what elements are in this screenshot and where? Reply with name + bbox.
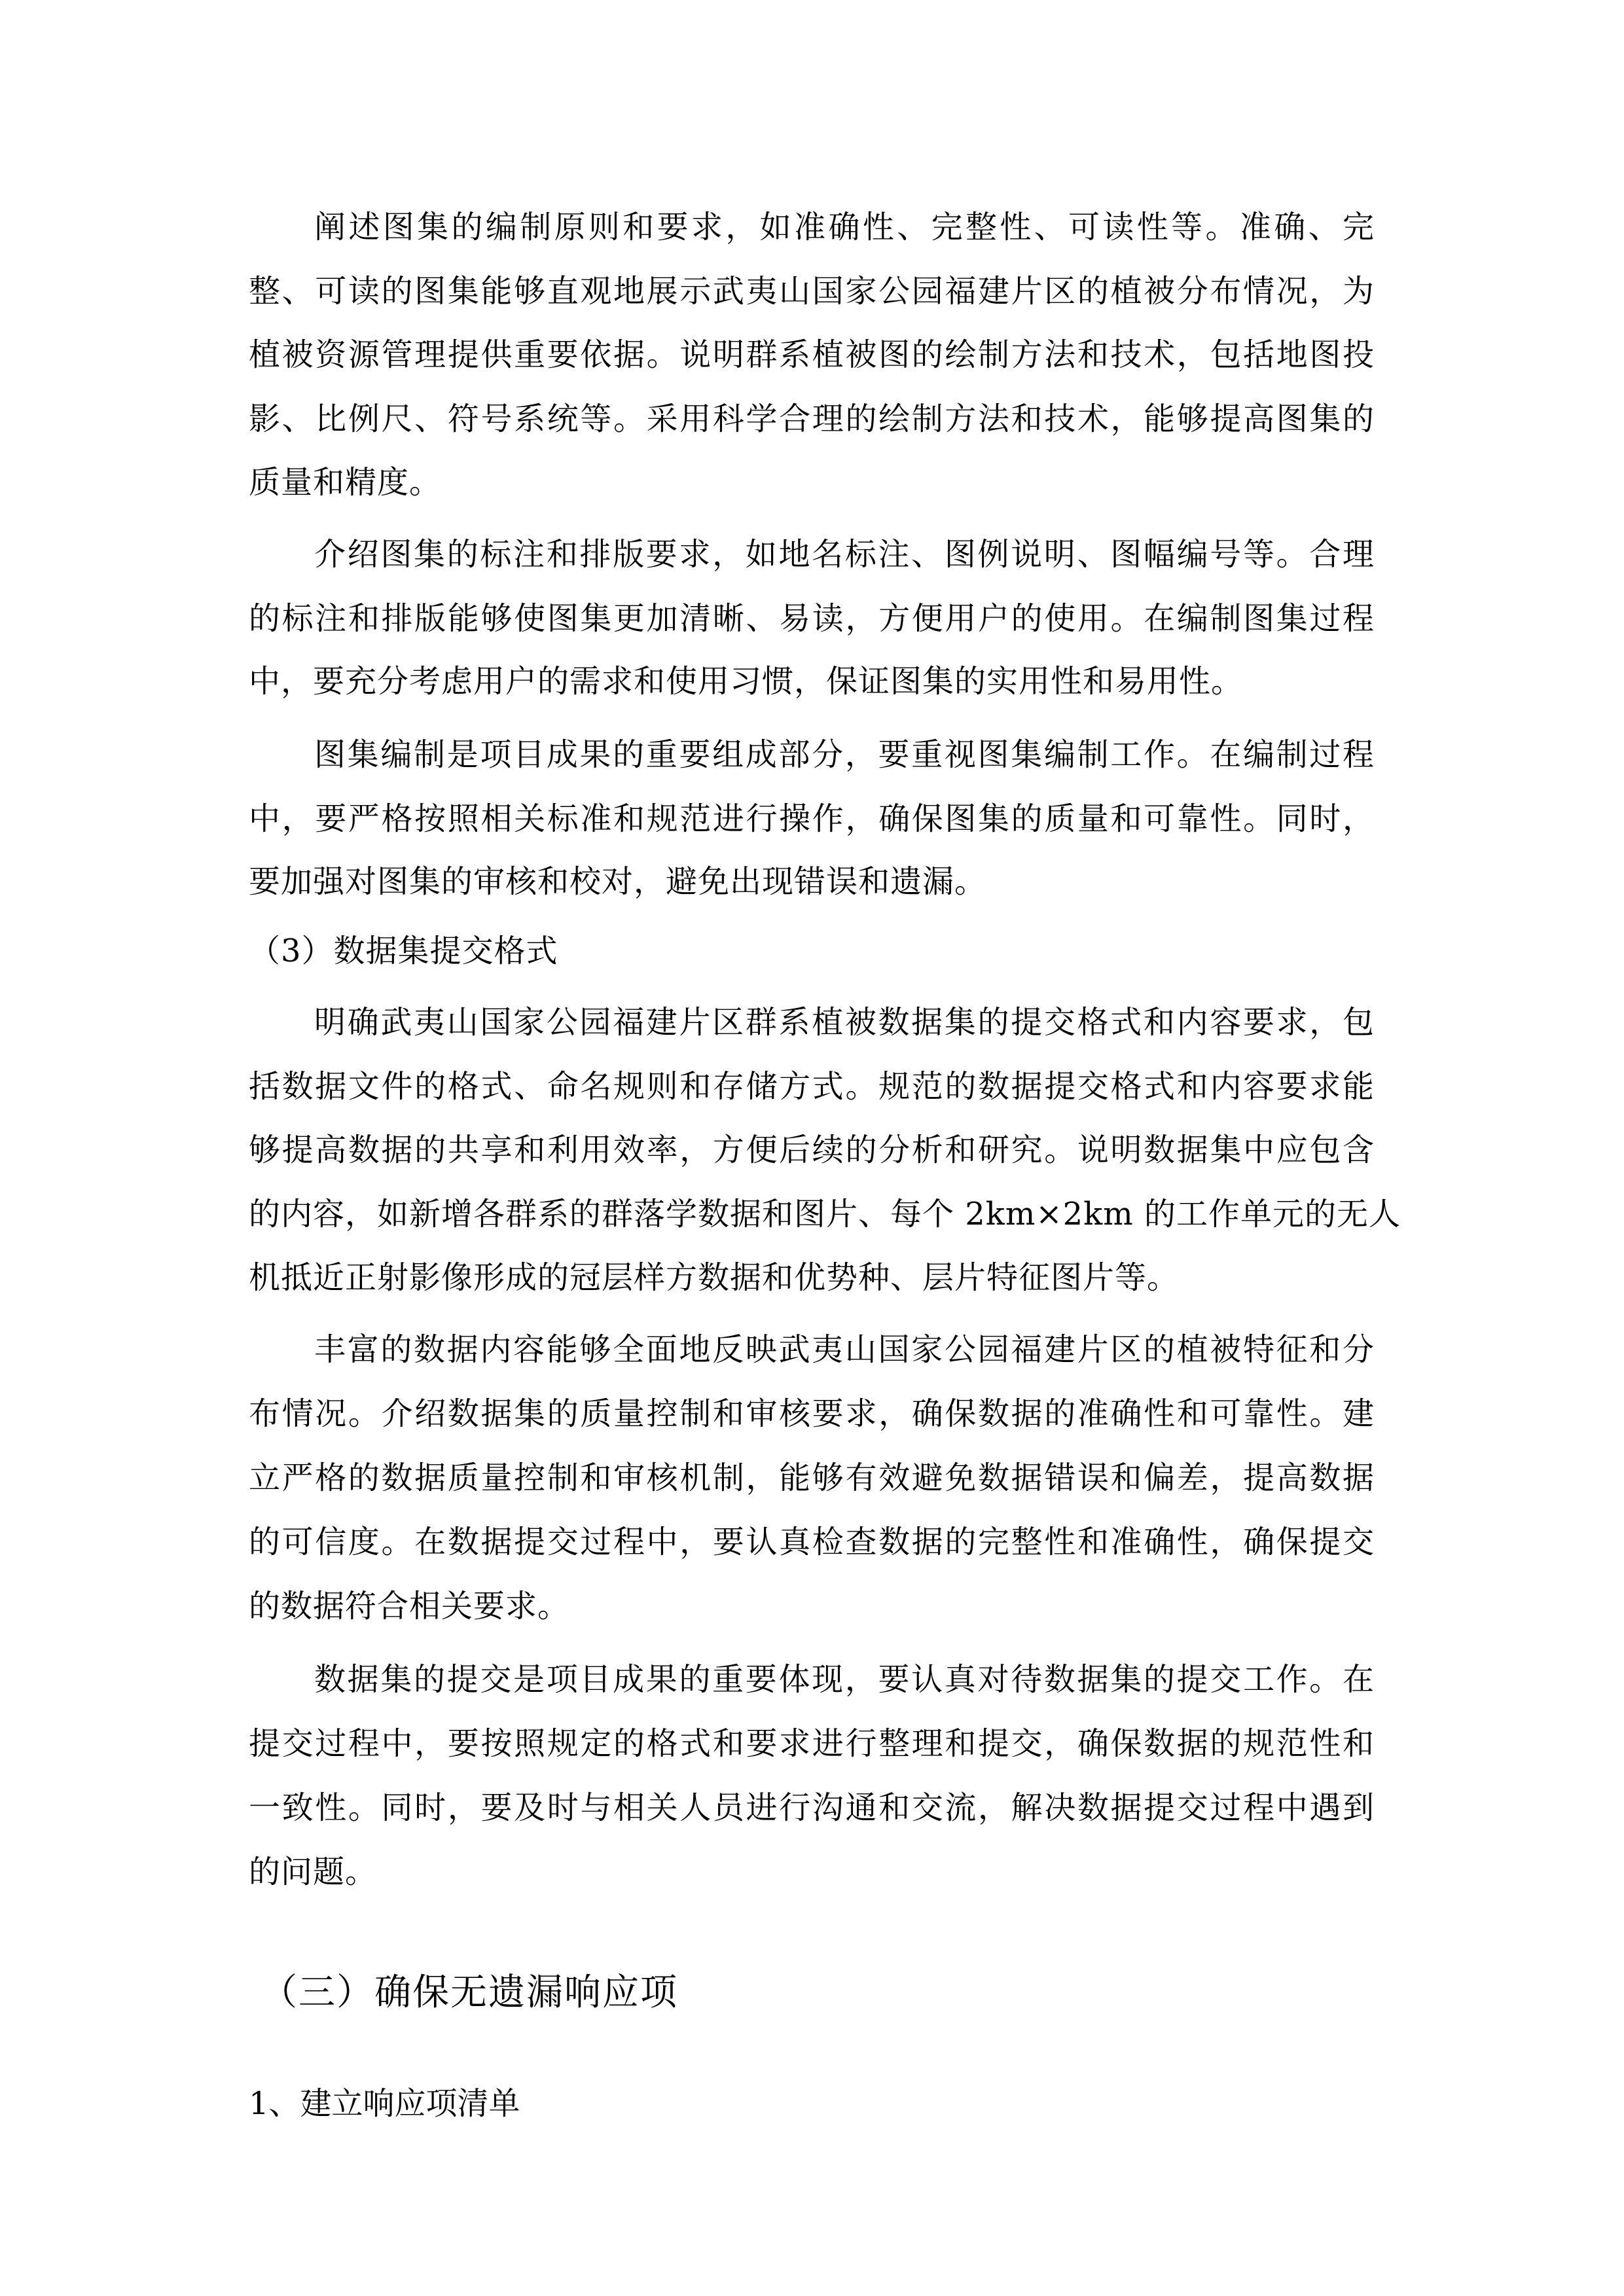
text-line: 中，要充分考虑用户的需求和使用习惯，保证图集的实用性和易用性。 (249, 663, 1244, 700)
section-heading-no-omission: （三）确保无遗漏响应项 (261, 1971, 678, 2014)
text-line: 够提高数据的共享和利用效率，方便后续的分析和研究。说明数据集中应包含 (249, 1132, 1375, 1168)
text-line: 要加强对图集的审核和校对，避免出现错误和遗漏。 (249, 863, 987, 900)
text-line: 质量和精度。 (249, 464, 442, 501)
text-line: 的数据符合相关要求。 (249, 1588, 570, 1624)
item-heading-response-list: 1、建立响应项清单 (249, 2085, 520, 2122)
text-line: 布情况。介绍数据集的质量控制和审核要求，确保数据的准确性和可靠性。建 (249, 1395, 1375, 1432)
text-line: 括数据文件的格式、命名规则和存储方式。规范的数据提交格式和内容要求能 (249, 1068, 1375, 1105)
text-line: 影、比例尺、符号系统等。采用科学合理的绘制方法和技术，能够提高图集的 (249, 401, 1375, 437)
text-line: 提交过程中，要按照规定的格式和要求进行整理和提交，确保数据的规范性和 (249, 1725, 1375, 1762)
text-line: 的内容，如新增各群系的群落学数据和图片、每个 2km×2km 的工作单元的无人 (249, 1196, 1401, 1232)
text-line: 明确武夷山国家公园福建片区群系植被数据集的提交格式和内容要求，包 (314, 1004, 1375, 1041)
text-line: 机抵近正射影像形成的冠层样方数据和优势种、层片特征图片等。 (249, 1259, 1180, 1296)
text-line: 介绍图集的标注和排版要求，如地名标注、图例说明、图幅编号等。合理 (314, 536, 1375, 573)
text-line: 一致性。同时，要及时与相关人员进行沟通和交流，解决数据提交过程中遇到 (249, 1789, 1375, 1826)
text-line: 的问题。 (249, 1854, 378, 1890)
text-line: 图集编制是项目成果的重要组成部分，要重视图集编制工作。在编制过程 (314, 736, 1375, 773)
text-line: 的标注和排版能够使图集更加清晰、易读，方便用户的使用。在编制图集过程 (249, 600, 1375, 637)
text-line: 植被资源管理提供重要依据。说明群系植被图的绘制方法和技术，包括地图投 (249, 336, 1375, 373)
text-line: 阐述图集的编制原则和要求，如准确性、完整性、可读性等。准确、完 (314, 209, 1375, 245)
subheading-dataset-format: （3）数据集提交格式 (249, 933, 558, 969)
text-line: 中，要严格按照相关标准和规范进行操作，确保图集的质量和可靠性。同时， (249, 800, 1375, 837)
text-line: 立严格的数据质量控制和审核机制，能够有效避免数据错误和偏差，提高数据 (249, 1460, 1375, 1496)
text-line: 整、可读的图集能够直观地展示武夷山国家公园福建片区的植被分布情况，为 (249, 273, 1375, 310)
text-line: 丰富的数据内容能够全面地反映武夷山国家公园福建片区的植被特征和分 (314, 1331, 1375, 1368)
text-line: 数据集的提交是项目成果的重要体现，要认真对待数据集的提交工作。在 (314, 1661, 1375, 1698)
text-line: 的可信度。在数据提交过程中，要认真检查数据的完整性和准确性，确保提交 (249, 1524, 1375, 1560)
